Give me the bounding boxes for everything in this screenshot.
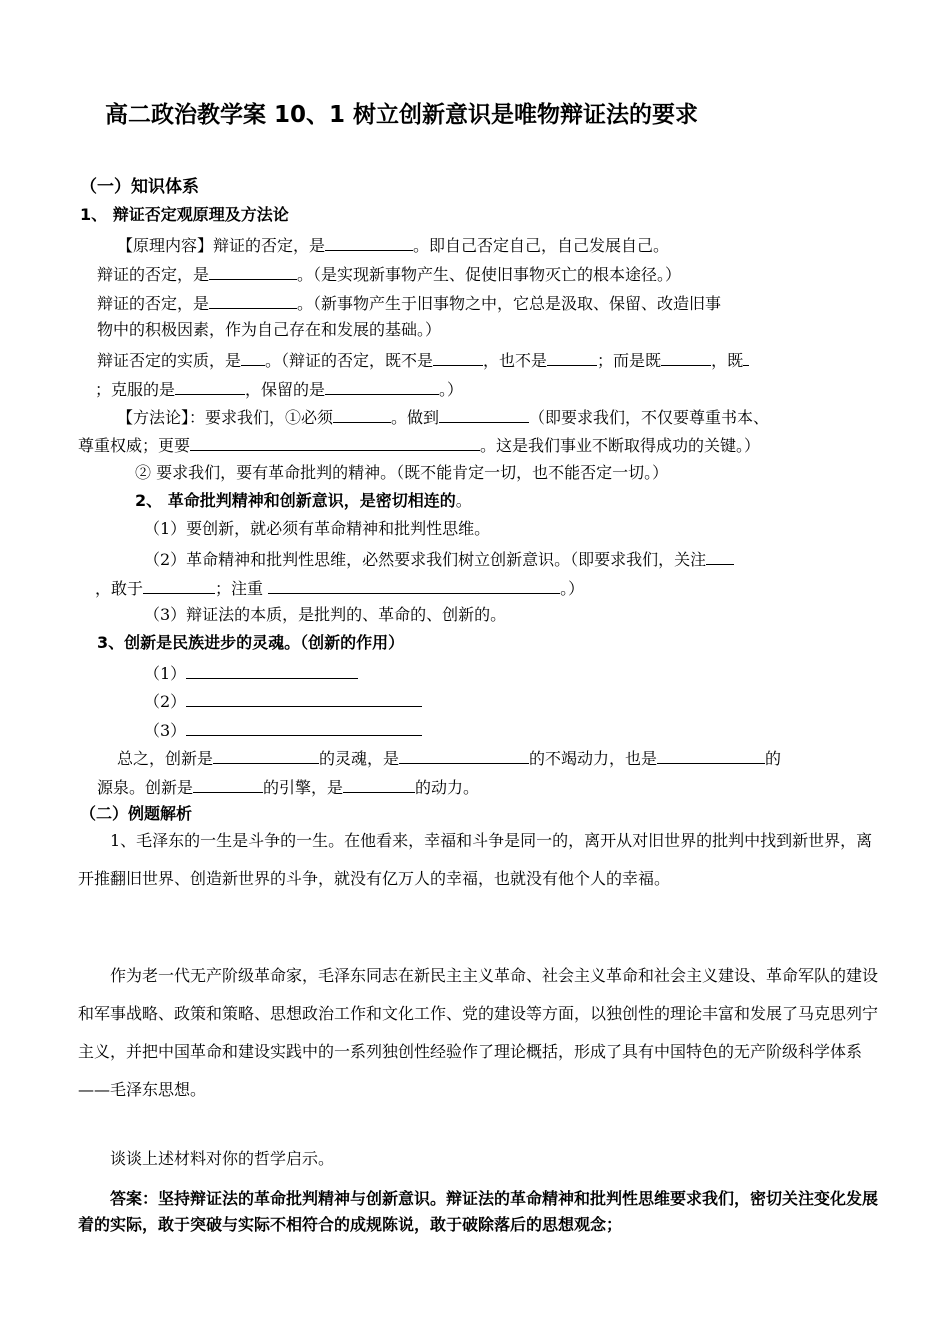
section-heading-knowledge: （一）知识体系	[80, 177, 199, 197]
blank	[333, 405, 391, 423]
principle-line-1: 【原理内容】辩证的否定，是 。即自己否定自己，自己发展自己。	[117, 233, 669, 257]
principle-label: 【原理内容】	[117, 236, 214, 255]
item3-summary-1: 总之，创新是 的灵魂，是 的不竭动力，也是 的	[117, 746, 781, 770]
blank	[268, 576, 560, 594]
blank	[209, 262, 297, 280]
example-paragraph-1: 1、毛泽东的一生是斗争的一生。在他看来，幸福和斗争是同一的，离开从对旧世界的批判中找到新世界，离开推翻旧世界、创造新世界的斗争，就没有亿万人的幸福，也就没有他个人的幸福。	[78, 831, 873, 888]
item2-point-2-cont: ，敢于 ；注重 。）	[95, 576, 584, 600]
item2-point-1: （1）要创新，就必须有革命精神和批判性思维。	[144, 519, 491, 538]
item2-point-2: （2）革命精神和批判性思维，必然要求我们树立创新意识。（即要求我们，关注	[144, 547, 734, 571]
blank	[186, 718, 422, 736]
method-line-2: 尊重权威；更要 。这是我们事业不断取得成功的关键。）	[78, 433, 760, 457]
principle-line-6: ；克服的是 ，保留的是 。）	[95, 377, 463, 401]
blank	[186, 661, 358, 679]
item3-point-3: （3）	[144, 718, 422, 742]
blank	[439, 405, 529, 423]
blank	[433, 348, 483, 366]
example-answer: 答案：坚持辩证法的革命批判精神与创新意识。辩证法的革命精神和批判性思维要求我们，密切关注变化发展着的实际，敢于突破与实际不相符合的成规陈说，敢于破除落后的思想观念；	[78, 1189, 879, 1234]
blank	[343, 775, 415, 793]
example-question: 谈谈上述材料对你的哲学启示。	[110, 1149, 335, 1168]
blank	[143, 576, 215, 594]
principle-line-2: 辩证的否定，是 。（是实现新事物产生、促使旧事物灭亡的根本途径。）	[97, 262, 681, 286]
item2-heading-line: 2、 革命批判精神和创新意识，是密切相连的。	[135, 491, 472, 510]
principle-line-5: 辩证否定的实质，是 。（辩证的否定，既不是 ，也不是 ；而是既 ，既	[97, 348, 749, 372]
blank	[706, 547, 734, 565]
item3-point-1: （1）	[144, 661, 358, 685]
blank	[175, 377, 245, 395]
blank	[190, 433, 480, 451]
method-line-1: 【方法论】：要求我们，①必须 。做到 （即要求我们，不仅要尊重书本、	[117, 405, 769, 429]
item3-summary-2: 源泉。创新是 的引擎，是 的动力。	[97, 775, 479, 799]
blank	[547, 348, 597, 366]
blank	[657, 746, 765, 764]
example-paragraph-2: 作为老一代无产阶级革命家，毛泽东同志在新民主主义革命、社会主义革命和社会主义建设、革命军队的建设和军事战略、政策和策略、思想政治工作和文化工作、党的建设等方面，以独创性的理论丰富和发展了马克思列宁主义，并把中国革命和建设实践中的一系列独创性经验作了理论概括，形成了具有中国特色的无产阶级科学体系——毛泽东思想。	[78, 966, 879, 1099]
blank	[213, 746, 319, 764]
blank	[193, 775, 263, 793]
blank	[743, 348, 749, 366]
blank	[209, 291, 297, 309]
blank	[325, 233, 413, 251]
blank	[186, 689, 422, 707]
principle-line-4: 物中的积极因素，作为自己存在和发展的基础。）	[97, 320, 442, 339]
section-heading-examples: （二）例题解析	[80, 804, 193, 823]
principle-line-3: 辩证的否定，是 。（新事物产生于旧事物之中，它总是汲取、保留、改造旧事	[97, 291, 721, 315]
blank	[241, 348, 265, 366]
blank	[325, 377, 439, 395]
page-title: 高二政治教学案 10、1 树立创新意识是唯物辩证法的要求	[105, 102, 699, 128]
method-line-3: ② 要求我们，要有革命批判的精神。（既不能肯定一切，也不能否定一切。）	[135, 463, 669, 482]
item2-point-3: （3）辩证法的本质，是批判的、革命的、创新的。	[144, 605, 507, 624]
item1-heading: 1、 辩证否定观原理及方法论	[80, 205, 289, 224]
blank	[399, 746, 529, 764]
item3-point-2: （2）	[144, 689, 422, 713]
blank	[661, 348, 711, 366]
item2-heading: 2、 革命批判精神和创新意识，是密切相连的	[135, 491, 456, 510]
method-label: 【方法论】	[117, 408, 190, 427]
item3-heading: 3、创新是民族进步的灵魂。（创新的作用）	[97, 633, 405, 652]
